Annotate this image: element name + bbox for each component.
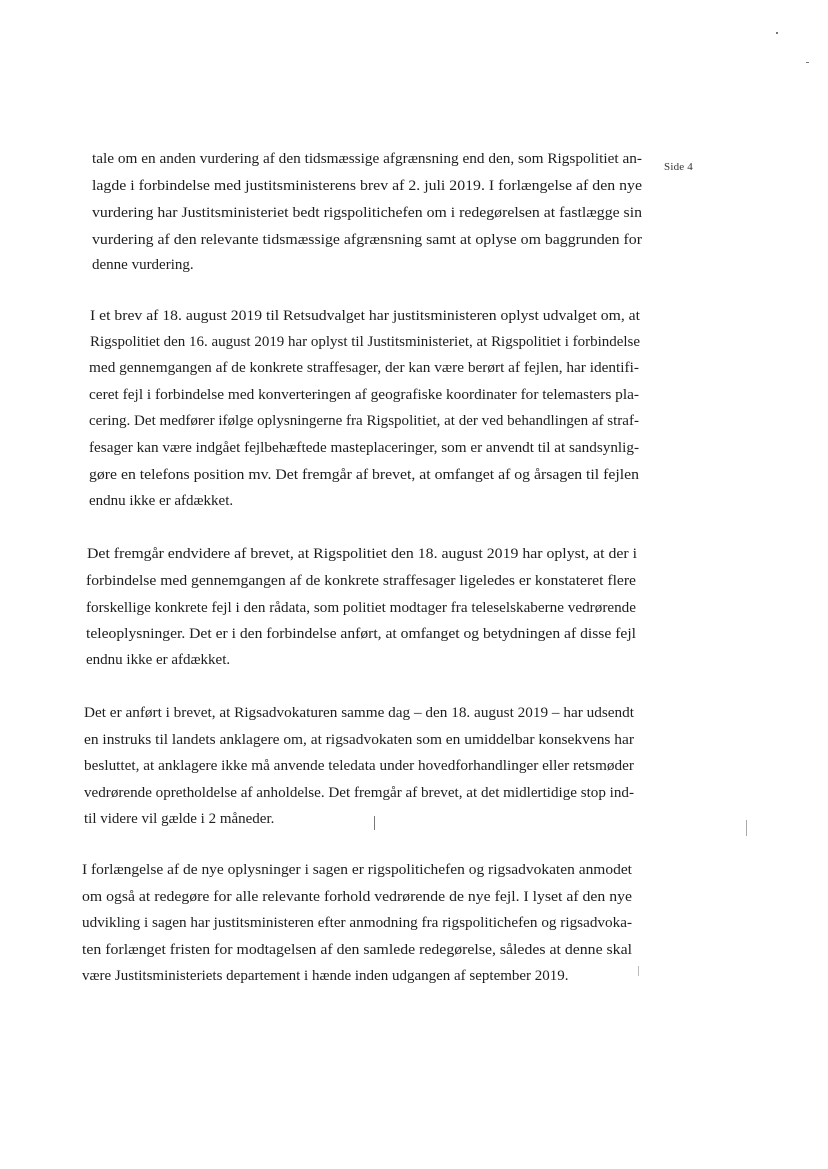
text-line: ceret fejl i forbindelse med konverteringen af geografiske koordinater for telemasters pla-	[89, 387, 639, 403]
text-line: Det er anført i brevet, at Rigsadvokaturen samme dag – den 18. august 2019 – har udsendt	[84, 705, 634, 721]
text-line: være Justitsministeriets departement i hænde inden udgangen af september 2019.	[82, 968, 569, 984]
text-line: denne vurdering.	[92, 257, 194, 273]
text-line: vurdering har Justitsministeriet bedt rigspolitichefen om i redegørelsen at fastlægge sin	[92, 205, 642, 221]
text-line: til videre vil gælde i 2 måneder.	[84, 811, 275, 827]
text-line: gøre en telefons position mv. Det fremgår af brevet, at omfanget af og årsagen til fejlen	[89, 467, 639, 483]
text-line: teleoplysninger. Det er i den forbindelse anført, at omfanget og betydningen af disse fejl	[86, 626, 636, 642]
text-line: om også at redegøre for alle relevante forhold vedrørende de nye fejl. I lyset af den nye	[82, 889, 632, 905]
scan-mark	[746, 820, 747, 836]
scan-mark	[374, 816, 375, 830]
text-line: lagde i forbindelse med justitsministerens brev af 2. juli 2019. I forlængelse af den nye	[92, 178, 642, 194]
text-line: Rigspolitiet den 16. august 2019 har oplyst til Justitsministeriet, at Rigspolitiet i forbindelse	[90, 334, 640, 350]
text-line: vedrørende opretholdelse af anholdelse. Det fremgår af brevet, at det midlertidige stop ind-	[84, 785, 634, 801]
text-line: I forlængelse af de nye oplysninger i sagen er rigspolitichefen og rigsadvokaten anmodet	[82, 862, 632, 878]
text-line: fesager kan være indgået fejlbehæftede masteplaceringer, som er anvendt til at sandsynlig-	[89, 440, 639, 456]
text-line: endnu ikke er afdækket.	[86, 652, 231, 668]
scan-speck	[776, 32, 778, 34]
text-line: Det fremgår endvidere af brevet, at Rigspolitiet den 18. august 2019 har oplyst, at der i	[87, 546, 637, 562]
text-line: tale om en anden vurdering af den tidsmæssige afgrænsning end den, som Rigspolitiet an-	[92, 151, 642, 167]
text-line: cering. Det medfører ifølge oplysningerne fra Rigspolitiet, at der ved behandlingen af straf-	[89, 413, 639, 429]
text-line: endnu ikke er afdækket.	[89, 493, 234, 509]
text-line: vurdering af den relevante tidsmæssige afgrænsning samt at oplyse om baggrunden for	[92, 232, 642, 248]
scan-mark	[638, 966, 639, 976]
scan-speck	[806, 62, 809, 63]
text-line: I et brev af 18. august 2019 til Retsudvalget har justitsministeren oplyst udvalget om, at	[90, 308, 640, 324]
text-line: besluttet, at anklagere ikke må anvende teledata under hovedforhandlinger eller retsmøder	[84, 758, 634, 774]
text-line: en instruks til landets anklagere om, at rigsadvokaten som en umiddelbar konsekvens har	[84, 732, 634, 748]
text-line: forbindelse med gennemgangen af de konkrete straffesager ligeledes er konstateret flere	[86, 573, 636, 589]
text-line: ten forlænget fristen for modtagelsen af den samlede redegørelse, således at denne skal	[82, 942, 632, 958]
text-line: udvikling i sagen har justitsministeren efter anmodning fra rigspolitichefen og rigsadvoka-	[82, 915, 632, 931]
page-number-label: Side 4	[664, 161, 694, 173]
text-line: forskellige konkrete fejl i den rådata, som politiet modtager fra teleselskaberne vedrørende	[86, 600, 636, 616]
text-line: med gennemgangen af de konkrete straffesager, der kan være berørt af fejlen, har identifi-	[89, 360, 639, 376]
